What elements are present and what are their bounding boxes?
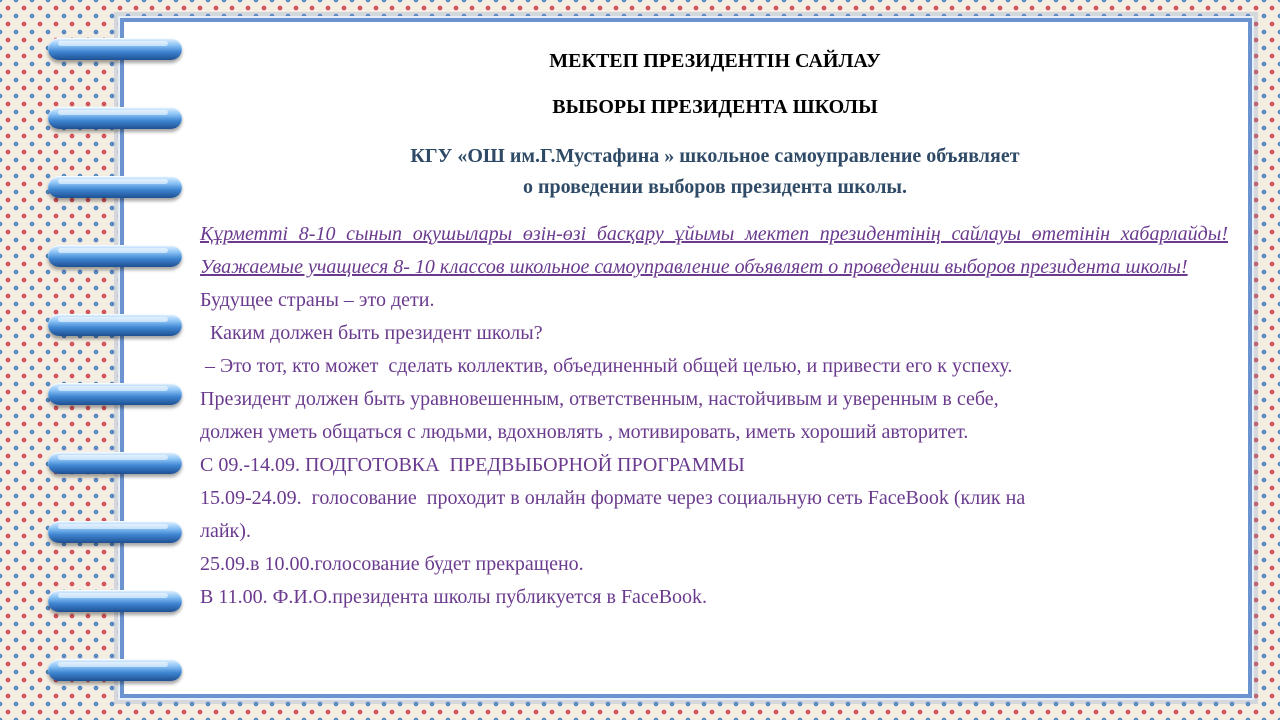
title-kazakh: МЕКТЕП ПРЕЗИДЕНТІН САЙЛАУ: [549, 50, 881, 72]
spiral-ring-icon: [48, 659, 182, 681]
subtitle-line-2: о проведении выборов президента школы.: [522, 176, 908, 198]
body-line: С 09.-14.09. ПОДГОТОВКА ПРЕДВЫБОРНОЙ ПРОГРАММЫ: [200, 454, 745, 476]
spiral-ring-icon: [48, 590, 182, 612]
body-line: Будущее страны – это дети.: [200, 289, 435, 311]
subtitle-line-1: КГУ «ОШ им.Г.Мустафина » школьное самоуправление объявляет: [410, 145, 1020, 167]
spiral-ring-icon: [48, 314, 182, 336]
spiral-ring-icon: [48, 383, 182, 405]
body-line: должен уметь общаться с людьми, вдохновлять , мотивировать, иметь хороший авторитет.: [200, 421, 969, 443]
body-line: 15.09-24.09. голосование проходит в онлайн формате через социальную сеть FaceBook (клик на: [200, 487, 1026, 509]
spiral-ring-icon: [48, 245, 182, 267]
intro-paragraph: Құрметті 8-10 сынып оқушылары өзін-өзі басқару ұйымы мектеп президентінің сайлауы өтетінін хабарлайды! Уважаемые учащиеся 8- 10 классов школьное самоуправление объявляет о проведении выборов президента школы!: [200, 223, 1228, 278]
body-line: – Это тот, кто может сделать коллектив, объединенный общей целью, и привести его к успеху.: [200, 355, 1013, 377]
body-line: Президент должен быть уравновешенным, ответственным, настойчивым и уверенным в себе,: [200, 388, 999, 410]
body-line: 25.09.в 10.00.голосование будет прекращено.: [200, 553, 584, 575]
body-line: лайк).: [200, 520, 251, 542]
title-russian: ВЫБОРЫ ПРЕЗИДЕНТА ШКОЛЫ: [552, 96, 878, 118]
spiral-ring-icon: [48, 176, 182, 198]
spiral-ring-icon: [48, 107, 182, 129]
spiral-ring-icon: [48, 452, 182, 474]
body-line: Каким должен быть президент школы?: [200, 322, 543, 344]
spiral-ring-icon: [48, 38, 182, 60]
spiral-ring-icon: [48, 521, 182, 543]
body-line: В 11.00. Ф.И.О.президента школы публикуется в FaceBook.: [200, 586, 708, 608]
announcement-body: [200, 218, 1228, 614]
